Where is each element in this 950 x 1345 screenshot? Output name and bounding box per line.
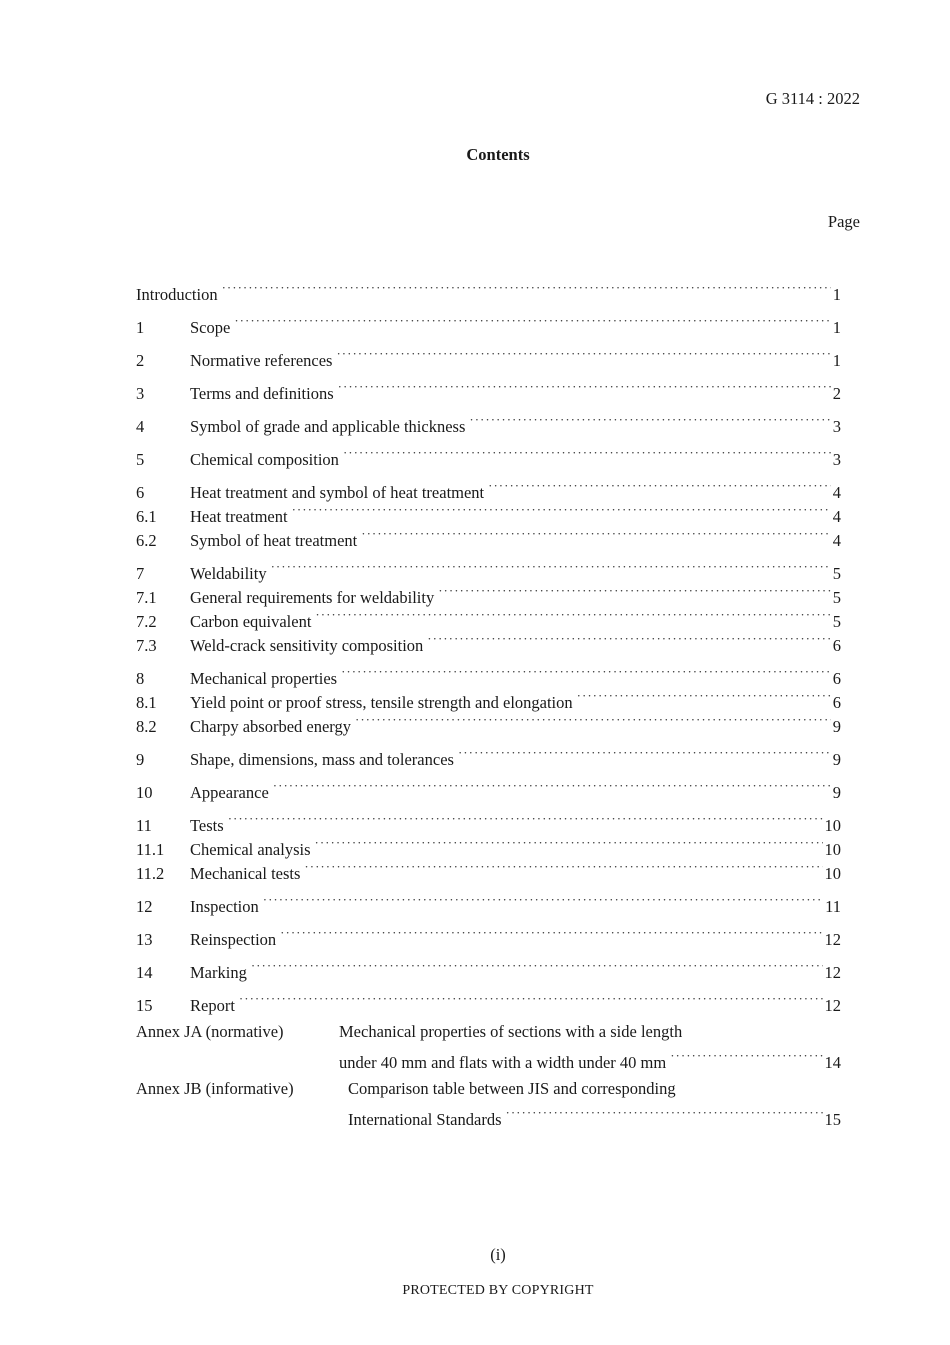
toc-entry-2[interactable] <box>136 342 841 370</box>
toc-number: 2 <box>136 351 145 370</box>
toc-title: Weldability <box>190 564 267 583</box>
toc-number: 9 <box>136 750 145 769</box>
toc-group-14 <box>136 954 841 982</box>
toc-entry-4[interactable] <box>136 408 841 436</box>
toc-group-3 <box>136 375 841 403</box>
toc-entry-14[interactable] <box>136 954 841 982</box>
dot-leader <box>239 987 823 1011</box>
toc-title: Symbol of heat treatment <box>190 531 358 550</box>
toc-entry-8[interactable] <box>136 660 841 688</box>
dot-leader <box>458 741 831 765</box>
toc-title: Chemical analysis <box>190 840 311 859</box>
toc-group-5 <box>136 441 841 469</box>
toc-page: 1 <box>832 285 841 304</box>
toc-group-2 <box>136 342 841 370</box>
toc-page: 12 <box>824 996 841 1015</box>
annex-label: Annex JA (normative) <box>136 1022 284 1041</box>
toc-page: 1 <box>832 318 841 337</box>
toc-entry-3[interactable] <box>136 375 841 403</box>
dot-leader <box>263 888 823 912</box>
dot-leader <box>427 627 830 651</box>
toc-group-1 <box>136 309 841 337</box>
toc-group-10 <box>136 774 841 802</box>
toc-title: Carbon equivalent <box>190 612 312 631</box>
toc-number: 6.1 <box>136 507 157 526</box>
toc-page: 1 <box>832 351 841 370</box>
toc-page: 15 <box>824 1110 841 1129</box>
standard-identifier: G 3114 : 2022 <box>765 89 860 108</box>
toc-page: 5 <box>832 612 841 631</box>
toc-number: 10 <box>136 783 153 802</box>
toc-page: 3 <box>832 417 841 436</box>
toc-number: 5 <box>136 450 145 469</box>
toc-title: Mechanical properties of sections with a side length <box>339 1022 683 1041</box>
toc-title: Inspection <box>190 897 259 916</box>
toc-page: 4 <box>832 483 841 502</box>
toc-page: 6 <box>832 669 841 688</box>
toc-title: Appearance <box>190 783 269 802</box>
dot-leader <box>506 1101 823 1125</box>
page-number: (i) <box>490 1245 506 1264</box>
toc-entry-annex-ja[interactable] <box>136 1020 841 1072</box>
dot-leader <box>304 855 822 879</box>
toc-entry-11[interactable] <box>136 807 841 835</box>
annex-title-line-1 <box>348 1077 841 1101</box>
page-column-label: Page <box>827 212 860 231</box>
toc-page: 11 <box>825 897 841 916</box>
toc-page: 12 <box>824 963 841 982</box>
dot-leader <box>273 774 831 798</box>
toc-group-8 <box>136 660 841 736</box>
toc-group-7 <box>136 555 841 655</box>
toc-number: 13 <box>136 930 153 949</box>
toc-group-introduction <box>136 276 841 304</box>
toc-entry-12[interactable] <box>136 888 841 916</box>
toc-title: Reinspection <box>190 930 277 949</box>
dot-leader <box>251 954 823 978</box>
toc-title: International Standards <box>348 1110 502 1129</box>
toc-page: 10 <box>824 864 841 883</box>
contents-heading: Contents <box>466 145 530 164</box>
toc-title: Comparison table between JIS and corresponding <box>348 1079 676 1098</box>
toc-title: Introduction <box>136 285 218 304</box>
dot-leader <box>438 579 831 603</box>
toc-number: 6 <box>136 483 145 502</box>
toc-number: 7.3 <box>136 636 157 655</box>
toc-entry-7[interactable] <box>136 555 841 583</box>
annex-title-line-1 <box>339 1020 841 1044</box>
toc-page: 6 <box>832 693 841 712</box>
toc-title: General requirements for weldability <box>190 588 435 607</box>
annex-body <box>348 1077 841 1129</box>
toc-number: 14 <box>136 963 153 982</box>
toc-number: 7.2 <box>136 612 157 631</box>
annex-body <box>339 1020 841 1072</box>
toc-title: Normative references <box>190 351 333 370</box>
dot-leader <box>361 522 831 546</box>
annex-title-line-2 <box>348 1101 841 1129</box>
toc-title: Scope <box>190 318 231 337</box>
dot-leader <box>338 375 831 399</box>
toc-page: 6 <box>832 636 841 655</box>
toc-number: 7.1 <box>136 588 157 607</box>
toc-title: Heat treatment and symbol of heat treatment <box>190 483 485 502</box>
toc-number: 6.2 <box>136 531 157 550</box>
dot-leader <box>222 276 831 300</box>
table-of-contents <box>136 276 841 1134</box>
copyright-notice: PROTECTED BY COPYRIGHT <box>402 1283 594 1298</box>
toc-page: 9 <box>832 717 841 736</box>
dot-leader <box>315 603 830 627</box>
dot-leader <box>488 474 831 498</box>
toc-entry-6[interactable] <box>136 474 841 502</box>
toc-number: 11.1 <box>136 840 165 859</box>
toc-entry-11-1[interactable] <box>136 831 841 859</box>
toc-number: 8.1 <box>136 693 157 712</box>
toc-group-15 <box>136 987 841 1015</box>
toc-entry-15[interactable] <box>136 987 841 1015</box>
dot-leader <box>355 708 831 732</box>
toc-title: Report <box>190 996 235 1015</box>
toc-number: 11.2 <box>136 864 165 883</box>
toc-group-4 <box>136 408 841 436</box>
toc-entry-1[interactable] <box>136 309 841 337</box>
annex-label: Annex JB (informative) <box>136 1079 294 1098</box>
toc-title: Weld-crack sensitivity composition <box>190 636 424 655</box>
dot-leader <box>280 921 822 945</box>
dot-leader <box>469 408 830 432</box>
dot-leader <box>228 807 823 831</box>
toc-title: Shape, dimensions, mass and tolerances <box>190 750 454 769</box>
toc-page: 2 <box>832 384 841 403</box>
toc-title: Marking <box>190 963 247 982</box>
toc-group-13 <box>136 921 841 949</box>
toc-page: 14 <box>824 1053 841 1072</box>
toc-page: 9 <box>832 750 841 769</box>
toc-group-6 <box>136 474 841 550</box>
toc-entry-13[interactable] <box>136 921 841 949</box>
toc-page: 4 <box>832 507 841 526</box>
toc-page: 9 <box>832 783 841 802</box>
annex-title-line-2 <box>339 1044 841 1072</box>
toc-number: 7 <box>136 564 145 583</box>
toc-title: Mechanical properties <box>190 669 338 688</box>
toc-number: 1 <box>136 318 145 337</box>
toc-number: 12 <box>136 897 153 916</box>
dot-leader <box>271 555 831 579</box>
dot-leader <box>292 498 831 522</box>
toc-page: 5 <box>832 588 841 607</box>
toc-number: 4 <box>136 417 145 436</box>
toc-number: 8 <box>136 669 145 688</box>
toc-group-11 <box>136 807 841 883</box>
toc-title: Symbol of grade and applicable thickness <box>190 417 466 436</box>
toc-entry-9[interactable] <box>136 741 841 769</box>
dot-leader <box>336 342 830 366</box>
toc-title: Heat treatment <box>190 507 288 526</box>
dot-leader <box>670 1044 822 1068</box>
toc-number: 3 <box>136 384 145 403</box>
toc-entry-annex-jb[interactable] <box>136 1077 841 1129</box>
toc-page: 5 <box>832 564 841 583</box>
toc-title: Terms and definitions <box>190 384 334 403</box>
toc-page: 3 <box>832 450 841 469</box>
dot-leader <box>577 684 831 708</box>
toc-group-12 <box>136 888 841 916</box>
toc-title: Chemical composition <box>190 450 339 469</box>
toc-group-9 <box>136 741 841 769</box>
toc-number: 15 <box>136 996 153 1015</box>
toc-title: Charpy absorbed energy <box>190 717 351 736</box>
toc-number: 11 <box>136 816 152 835</box>
toc-page: 10 <box>824 816 841 835</box>
dot-leader <box>341 660 831 684</box>
toc-entry-10[interactable] <box>136 774 841 802</box>
toc-page: 10 <box>824 840 841 859</box>
dot-leader <box>234 309 830 333</box>
toc-entry-5[interactable] <box>136 441 841 469</box>
toc-number: 8.2 <box>136 717 157 736</box>
toc-entry-introduction[interactable] <box>136 276 841 304</box>
toc-title: Yield point or proof stress, tensile strength and elongation <box>190 693 573 712</box>
toc-title: under 40 mm and flats with a width under 40 mm <box>339 1053 667 1072</box>
toc-title: Tests <box>190 816 224 835</box>
toc-page: 4 <box>832 531 841 550</box>
dot-leader <box>343 441 831 465</box>
toc-title: Mechanical tests <box>190 864 301 883</box>
dot-leader <box>315 831 823 855</box>
toc-page: 12 <box>824 930 841 949</box>
